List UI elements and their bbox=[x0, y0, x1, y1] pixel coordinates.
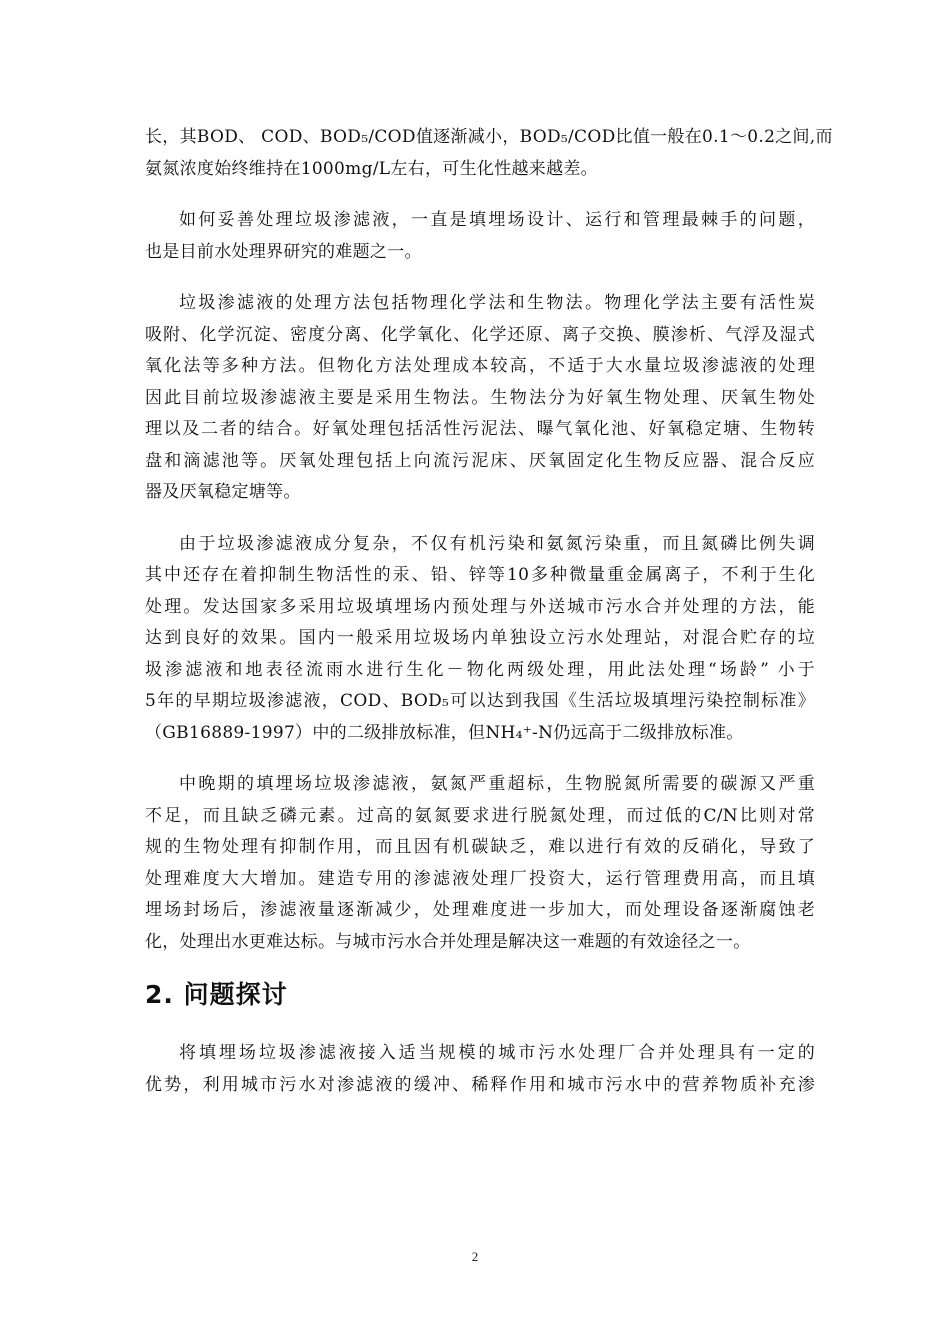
text-line: 规的生物处理有抑制作用，而且因有机碳缺乏，难以进行有效的反硝化，导致了 bbox=[145, 837, 815, 857]
text-line: （GB16889-1997）中的二级排放标准，但NH₄⁺-N仍远高于二级排放标准。 bbox=[145, 722, 744, 743]
text-line: 优势，利用城市污水对渗滤液的缓冲、稀释作用和城市污水中的营养物质补充渗 bbox=[145, 1074, 815, 1095]
text-line: 吸附、化学沉淀、密度分离、化学氧化、化学还原、离子交换、膜渗析、气浮及湿式 bbox=[145, 324, 815, 345]
paragraph bbox=[145, 205, 815, 268]
text-line: 不足，而且缺乏磷元素。过高的氨氮要求进行脱氮处理，而过低的C/N比则对常 bbox=[145, 805, 815, 826]
text-line: 盘和滴滤池等。厌氧处理包括上向流污泥床、厌氧固定化生物反应器、混合反应 bbox=[145, 450, 815, 471]
page-body bbox=[145, 122, 833, 1121]
section-heading: 2. 问题探讨 bbox=[145, 980, 288, 1009]
text-line: 化，处理出水更难达标。与城市污水合并处理是解决这一难题的有效途径之一。 bbox=[145, 931, 751, 952]
paragraph bbox=[145, 288, 815, 509]
text-line: 垃圾渗滤液的处理方法包括物理化学法和生物法。物理化学法主要有活性炭 bbox=[179, 293, 815, 313]
text-line: 氧化法等多种方法。但物化方法处理成本较高，不适于大水量垃圾渗滤液的处理 bbox=[145, 356, 815, 376]
text-line: 中晚期的填埋场垃圾渗滤液，氨氮严重超标，生物脱氮所需要的碳源又严重 bbox=[179, 774, 815, 794]
text-line: 氨氮浓度始终维持在1000mg/L左右，可生化性越来越差。 bbox=[145, 158, 598, 179]
text-line: 其中还存在着抑制生物活性的汞、铅、锌等10多种微量重金属离子，不利于生化 bbox=[145, 565, 815, 585]
text-line: 理以及二者的结合。好氧处理包括活性污泥法、曝气氧化池、好氧稳定塘、生物转 bbox=[145, 419, 815, 439]
text-line: 处理。发达国家多采用垃圾填埋场内预处理与外送城市污水合并处理的方法，能 bbox=[145, 596, 815, 617]
text-line: 圾渗滤液和地表径流雨水进行生化－物化两级处理，用此法处理“场龄” 小于 bbox=[145, 659, 815, 680]
text-line: 5年的早期垃圾渗滤液，COD、BOD₅可以达到我国《生活垃圾填埋污染控制标准》 bbox=[145, 691, 815, 711]
text-line: 处理难度大大增加。建造专用的渗滤液处理厂投资大，运行管理费用高，而且填 bbox=[145, 868, 815, 889]
text-line: 长，其BOD、 COD、BOD₅/COD值逐渐减小，BOD₅/COD比值一般在0.1～0.2之间,而 bbox=[145, 127, 833, 147]
text-line: 如何妥善处理垃圾渗滤液，一直是填埋场设计、运行和管理最棘手的问题， bbox=[179, 210, 815, 230]
paragraph bbox=[145, 769, 815, 958]
text-line: 将填埋场垃圾渗滤液接入适当规模的城市污水处理厂合并处理具有一定的 bbox=[179, 1043, 815, 1063]
text-line: 器及厌氧稳定塘等。 bbox=[145, 482, 301, 502]
paragraph bbox=[145, 1038, 815, 1101]
page-number: 2 bbox=[471, 1249, 479, 1264]
text-line: 由于垃圾渗滤液成分复杂，不仅有机污染和氨氮污染重，而且氮磷比例失调 bbox=[179, 533, 815, 554]
text-line: 也是目前水处理界研究的难题之一。 bbox=[145, 241, 422, 262]
text-line: 埋场封场后，渗滤液量逐渐减少，处理难度进一步加大，而处理设备逐渐腐蚀老 bbox=[145, 900, 815, 920]
text-line: 因此目前垃圾渗滤液主要是采用生物法。生物法分为好氧生物处理、厌氧生物处 bbox=[145, 387, 815, 408]
text-line: 达到良好的效果。国内一般采用垃圾场内单独设立污水处理站，对混合贮存的垃 bbox=[145, 628, 815, 648]
paragraph bbox=[145, 529, 815, 750]
paragraph-continuation bbox=[145, 122, 833, 185]
